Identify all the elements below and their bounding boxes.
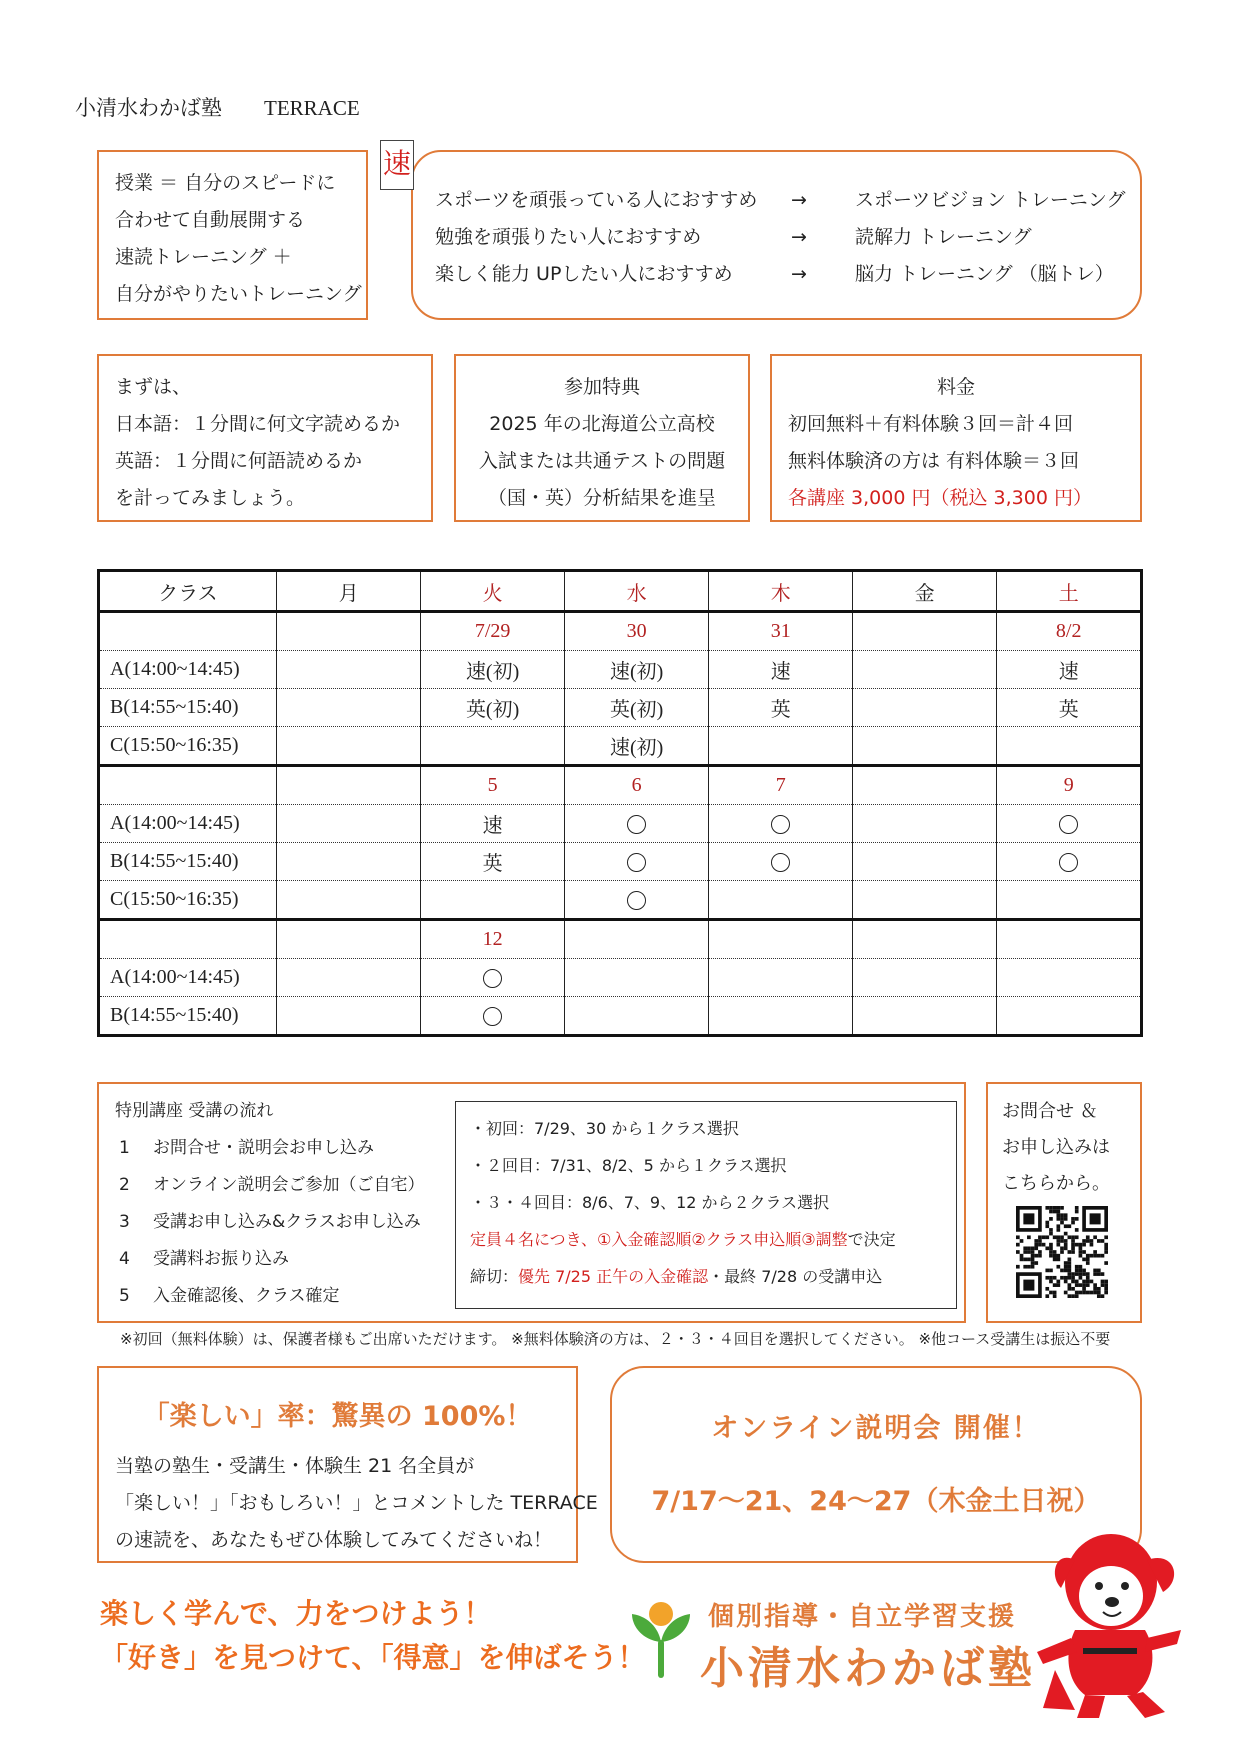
measure-line: を計ってみましょう。 (115, 487, 306, 509)
benefit-line: 入試または共通テストの問題 (478, 450, 726, 472)
logo-title: 小清水わかば塾 (700, 1643, 1036, 1694)
schedule-date-cell (564, 920, 709, 959)
recommend-row (435, 256, 1140, 293)
schedule-cell: 英 (709, 689, 853, 727)
schedule-date-cell (852, 766, 996, 805)
schedule-date-cell: 7 (709, 766, 853, 805)
fun-box (97, 1366, 598, 1563)
available-circle-icon (627, 853, 646, 872)
schedule-date-cell: 7/29 (421, 612, 565, 651)
recommend-box (411, 150, 1142, 320)
schedule-class-row (99, 689, 1142, 727)
page-header (75, 92, 360, 122)
schedule-cell (852, 727, 996, 766)
schedule-cell (709, 959, 853, 997)
fun-line: の速読を、あなたもぜひ体験してみてくださいね！ (115, 1529, 553, 1551)
available-slot-cell (564, 843, 709, 881)
schedule-cell (276, 727, 420, 766)
fee-line: 初回無料＋有料体験３回＝計４回 (788, 413, 1074, 435)
available-circle-icon (483, 1007, 502, 1026)
slogan (100, 1592, 645, 1680)
recommend-who: スポーツを頑張っている人におすすめ (435, 189, 758, 211)
recommend-what: 読解力 トレーニング (855, 226, 1032, 248)
available-slot-cell (709, 805, 853, 843)
schedule-class-row (99, 651, 1142, 689)
selection-line: ・３・４回目：8/6、7、9、12 から２クラス選択 (470, 1193, 830, 1212)
deadline-line: 締切：優先 7/25 正午の入金確認・最終 7/28 の受講申込 (470, 1267, 883, 1286)
available-slot-cell (564, 881, 709, 920)
schedule-cell (997, 881, 1142, 920)
schedule-cell (852, 805, 996, 843)
schedule-header-cell: 月 (276, 571, 420, 612)
measure-box (97, 354, 433, 522)
schedule-cell: 速 (421, 805, 565, 843)
selection-line: ・２回目：7/31、8/2、5 から１クラス選択 (470, 1156, 787, 1175)
contact-line: お申し込みは (1002, 1137, 1110, 1158)
available-slot-cell (997, 843, 1142, 881)
fun-line: 「楽しい！」「おもしろい！」とコメントした TERRACE (115, 1492, 598, 1514)
schedule-date-cell: 30 (564, 612, 709, 651)
intro-line: 授業 ＝ 自分のスピードに (115, 172, 336, 194)
slogan-line: 「好き」を見つけて、「得意」を伸ばそう！ (100, 1641, 646, 1674)
brand-name: TERRACE (264, 96, 360, 120)
measure-line: まずは、 (115, 376, 192, 398)
selection-line: ・初回：7/29、30 から１クラス選択 (470, 1119, 739, 1138)
intro-line: 自分がやりたいトレーニング (115, 283, 362, 305)
schedule-header-cell: 水 (564, 571, 709, 612)
schedule-date-cell (99, 766, 277, 805)
schedule-cell: 英 (997, 689, 1142, 727)
schedule-cell (997, 997, 1142, 1036)
contact-line: お問合せ ＆ (1002, 1101, 1098, 1122)
schedule-cell (276, 997, 420, 1036)
flow-list (115, 1093, 425, 1315)
fee-line: 無料体験済の方は 有料体験＝３回 (788, 450, 1080, 472)
arrow-icon: → (791, 226, 807, 248)
schedule-table (97, 569, 1143, 1037)
schedule-cell (421, 881, 565, 920)
online-dates: 7/17〜21、24〜27（木金土日祝） (651, 1486, 1101, 1517)
schedule-header-row (99, 571, 1142, 612)
measure-line: 英語：１分間に何語読めるか (115, 450, 363, 472)
available-circle-icon (627, 891, 646, 910)
schedule-cell: 速 (709, 651, 853, 689)
schedule-date-cell: 6 (564, 766, 709, 805)
contact-line: こちらから。 (1002, 1173, 1110, 1194)
measure-line: 日本語：１分間に何文字読めるか (115, 413, 401, 435)
schedule-cell: 英(初) (564, 689, 709, 727)
schedule-cell: 速 (997, 651, 1142, 689)
schedule-cell (421, 727, 565, 766)
schedule-date-cell: 5 (421, 766, 565, 805)
flow-step: 1 お問合せ・説明会お申し込み (119, 1138, 374, 1158)
fun-title: 「楽しい」率：驚異の 100%！ (142, 1401, 533, 1432)
available-circle-icon (1059, 815, 1078, 834)
flow-title: 特別講座 受講の流れ (115, 1101, 274, 1121)
flow-box (97, 1082, 966, 1323)
schedule-date-row (99, 766, 1142, 805)
schedule-cell (997, 727, 1142, 766)
schedule-header-cell: 金 (852, 571, 996, 612)
schedule-cell (709, 997, 853, 1036)
recommend-who: 勉強を頑張りたい人におすすめ (435, 226, 702, 248)
schedule-date-cell (709, 920, 853, 959)
schedule-cell (564, 997, 709, 1036)
fee-title: 料金 (936, 376, 975, 398)
schedule-header-cell: 土 (997, 571, 1142, 612)
schedule-cell: 英 (421, 843, 565, 881)
class-name-cell: A(14:00~14:45) (99, 959, 277, 997)
available-circle-icon (771, 853, 790, 872)
fee-price: 各講座 3,000 円（税込 3,300 円） (788, 487, 1092, 509)
available-circle-icon (1059, 853, 1078, 872)
qr-code-icon[interactable] (1016, 1206, 1108, 1298)
flow-step: 4 受講料お振り込み (119, 1249, 289, 1269)
schedule-date-cell (276, 612, 420, 651)
class-name-cell: B(14:55~15:40) (99, 997, 277, 1036)
slogan-line: 楽しく学んで、力をつけよう！ (100, 1597, 492, 1630)
schedule-class-row (99, 997, 1142, 1036)
available-slot-cell (997, 805, 1142, 843)
class-name-cell: B(14:55~15:40) (99, 689, 277, 727)
arrow-icon: → (791, 263, 807, 285)
intro-line: 速読トレーニング ＋ (115, 246, 292, 268)
schedule-date-row (99, 920, 1142, 959)
fee-box (770, 354, 1142, 522)
schedule-cell: 速(初) (564, 727, 709, 766)
available-circle-icon (627, 815, 646, 834)
benefit-line: （国・英）分析結果を進呈 (487, 487, 716, 509)
flow-step: 3 受講お申し込み&クラスお申し込み (119, 1212, 421, 1232)
schedule-class-row (99, 959, 1142, 997)
available-circle-icon (483, 969, 502, 988)
available-slot-cell (564, 805, 709, 843)
schedule-date-cell: 8/2 (997, 612, 1142, 651)
flow-step: 2 オンライン説明会ご参加（ご自宅） (119, 1175, 425, 1195)
schedule-cell (276, 805, 420, 843)
capacity-line: 定員４名につき、①入金確認順②クラス申込順③調整で決定 (470, 1230, 896, 1249)
sprout-logo-icon (628, 1592, 694, 1682)
recommend-row (435, 182, 1140, 219)
available-slot-cell (421, 959, 565, 997)
schedule-date-cell: 12 (421, 920, 565, 959)
class-name-cell: C(15:50~16:35) (99, 727, 277, 766)
available-slot-cell (709, 843, 853, 881)
schedule-date-cell (99, 612, 277, 651)
schedule-cell: 速(初) (421, 651, 565, 689)
contact-box (986, 1082, 1142, 1323)
schedule-cell: 速(初) (564, 651, 709, 689)
recommend-who: 楽しく能力 UPしたい人におすすめ (435, 263, 733, 285)
schedule-cell (852, 843, 996, 881)
schedule-date-cell (852, 920, 996, 959)
online-title: オンライン説明会 開催！ (711, 1413, 1041, 1444)
schedule-cell (276, 843, 420, 881)
schedule-date-cell: 9 (997, 766, 1142, 805)
soku-badge: 速 (380, 140, 414, 190)
benefit-line: 2025 年の北海道公立高校 (489, 413, 715, 435)
schedule-date-cell: 31 (709, 612, 853, 651)
intro-line: 合わせて自動展開する (115, 209, 306, 231)
class-name-cell: A(14:00~14:45) (99, 805, 277, 843)
schedule-cell: 英(初) (421, 689, 565, 727)
flow-step: 5 入金確認後、クラス確定 (119, 1286, 340, 1306)
school-name: 小清水わかば塾 (75, 96, 222, 120)
schedule-header-cell: クラス (99, 571, 277, 612)
schedule-cell (276, 651, 420, 689)
recommend-what: 脳力 トレーニング （脳トレ） (855, 263, 1114, 285)
class-name-cell: C(15:50~16:35) (99, 881, 277, 920)
schedule-date-cell (852, 612, 996, 651)
benefit-title: 参加特典 (563, 376, 640, 398)
schedule-class-row (99, 843, 1142, 881)
class-name-cell: A(14:00~14:45) (99, 651, 277, 689)
intro-box (97, 150, 368, 320)
schedule-header-cell: 木 (709, 571, 853, 612)
schedule-date-cell (276, 920, 420, 959)
arrow-icon: → (791, 189, 807, 211)
schedule-cell (997, 959, 1142, 997)
schedule-date-row (99, 612, 1142, 651)
schedule-cell (852, 997, 996, 1036)
logo-subtitle: 個別指導・自立学習支援 (708, 1602, 1017, 1632)
fun-line: 当塾の塾生・受講生・体験生 21 名全員が (115, 1455, 475, 1477)
benefit-box (454, 354, 750, 522)
schedule-cell (852, 689, 996, 727)
dog-mascot-icon (1035, 1520, 1185, 1720)
schedule-class-row (99, 727, 1142, 766)
schedule-class-row (99, 805, 1142, 843)
schedule-cell (852, 959, 996, 997)
schedule-class-row (99, 881, 1142, 920)
recommend-row (435, 219, 1140, 256)
schedule-cell (709, 727, 853, 766)
class-name-cell: B(14:55~15:40) (99, 843, 277, 881)
selection-box (455, 1101, 957, 1309)
schedule-cell (709, 881, 853, 920)
schedule-cell (276, 881, 420, 920)
schedule-cell (276, 689, 420, 727)
schedule-cell (276, 959, 420, 997)
schedule-cell (852, 881, 996, 920)
schedule-date-cell (997, 920, 1142, 959)
available-slot-cell (421, 997, 565, 1036)
recommend-what: スポーツビジョン トレーニング (855, 189, 1126, 211)
schedule-header-cell: 火 (421, 571, 565, 612)
schedule-cell (852, 651, 996, 689)
available-circle-icon (771, 815, 790, 834)
schedule-cell (564, 959, 709, 997)
footnote: ※初回（無料体験）は、保護者様もご出席いただけます。 ※無料体験済の方は、２・３・４回目を選択してください。 ※他コース受講生は振込不要 (120, 1330, 1111, 1348)
schedule-date-cell (276, 766, 420, 805)
schedule-date-cell (99, 920, 277, 959)
